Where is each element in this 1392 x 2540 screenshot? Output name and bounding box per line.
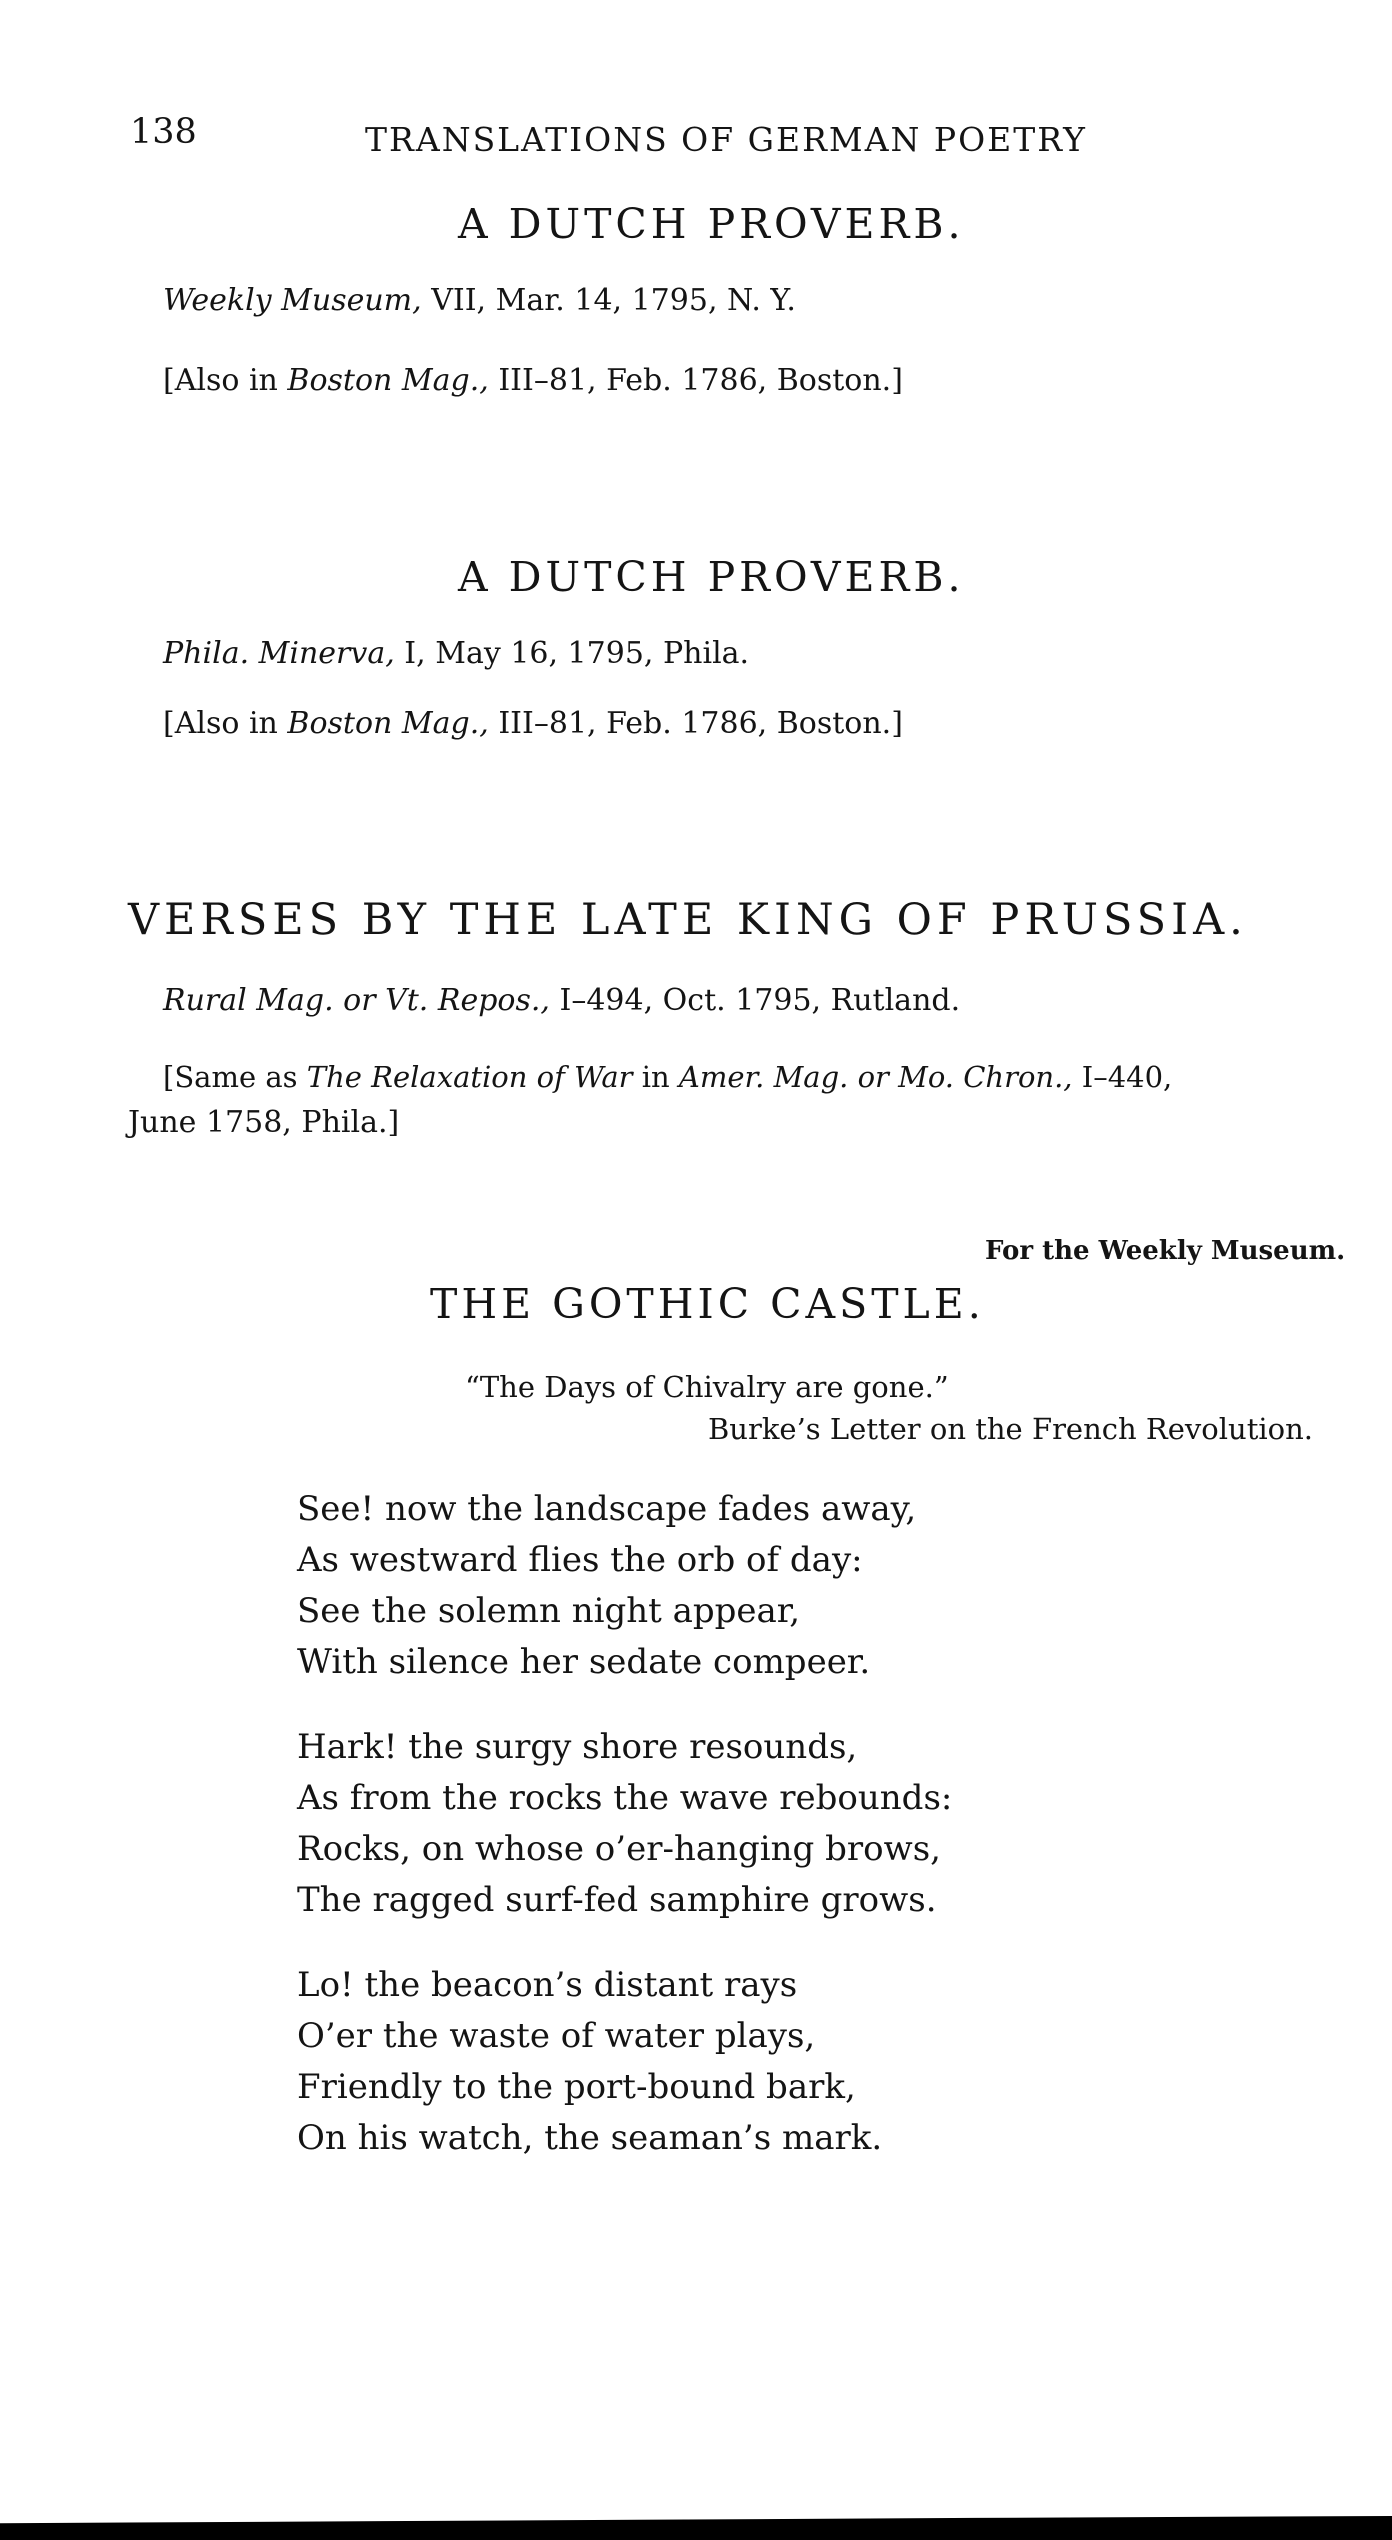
poem-line: Lo! the beacon’s distant rays [297, 1965, 798, 2005]
entry-note-continuation: June 1758, Phila.] [128, 1105, 400, 1140]
poem-line: As westward flies the orb of day: [297, 1540, 863, 1580]
poem-line: See! now the landscape fades away, [297, 1489, 917, 1529]
note-prefix: [Also in [163, 706, 288, 741]
entry-note [163, 363, 903, 398]
poem-line: As from the rocks the wave rebounds: [297, 1778, 953, 1818]
poem-line: Friendly to the port-bound bark, [297, 2067, 856, 2107]
page-edge-shadow [0, 2516, 1392, 2540]
poem-line: Rocks, on whose o’er-hanging brows, [297, 1829, 941, 1869]
epigraph: “The Days of Chivalry are gone.” [465, 1370, 949, 1404]
publication-name: Weekly Museum, [163, 283, 422, 318]
publication-name: Phila. Minerva, [163, 636, 395, 671]
poem-line: O’er the waste of water plays, [297, 2016, 816, 2056]
publication-name: Boston Mag., [287, 706, 489, 741]
poem-stanza [297, 1484, 916, 1688]
poem-line: On his watch, the seaman’s mark. [297, 2118, 883, 2158]
running-title: TRANSLATIONS OF GERMAN POETRY [365, 120, 1087, 159]
entry-title: VERSES BY THE LATE KING OF PRUSSIA. [128, 895, 1248, 945]
entry-source [163, 983, 960, 1018]
source-details: VII, Mar. 14, 1795, N. Y. [421, 283, 796, 318]
note-details: I–440, [1072, 1060, 1173, 1094]
entry-title: A DUTCH PROVERB. [458, 553, 965, 601]
epigraph-source: Burke’s Letter on the French Revolution. [708, 1412, 1313, 1446]
source-details: I–494, Oct. 1795, Rutland. [549, 983, 961, 1018]
publication-name: Amer. Mag. or Mo. Chron., [678, 1060, 1073, 1094]
entry-source [163, 636, 749, 671]
entry-source [163, 283, 796, 318]
note-prefix: [Also in [163, 363, 288, 398]
poem-stanza [297, 1960, 882, 2164]
poem-line: Hark! the surgy shore resounds, [297, 1727, 858, 1767]
poem-stanza [297, 1722, 952, 1926]
poem-line: With silence her sedate compeer. [297, 1642, 871, 1682]
poem-title: THE GOTHIC CASTLE. [430, 1280, 985, 1328]
note-details: III–81, Feb. 1786, Boston.] [488, 363, 903, 398]
entry-title: A DUTCH PROVERB. [458, 200, 965, 248]
page-number: 138 [130, 112, 197, 152]
poem-credit: For the Weekly Museum. [985, 1236, 1346, 1266]
poem-line: The ragged surf-fed samphire grows. [297, 1880, 937, 1920]
entry-note [163, 706, 903, 741]
note-prefix: [Same as [163, 1060, 307, 1094]
poem-line: See the solemn night appear, [297, 1591, 801, 1631]
work-title: The Relaxation of War [306, 1060, 633, 1094]
note-connector: in [632, 1060, 679, 1094]
publication-name: Boston Mag., [287, 363, 489, 398]
source-details: I, May 16, 1795, Phila. [394, 636, 750, 671]
note-details: III–81, Feb. 1786, Boston.] [488, 706, 903, 741]
publication-name: Rural Mag. or Vt. Repos., [163, 983, 550, 1018]
entry-note [163, 1060, 1172, 1094]
